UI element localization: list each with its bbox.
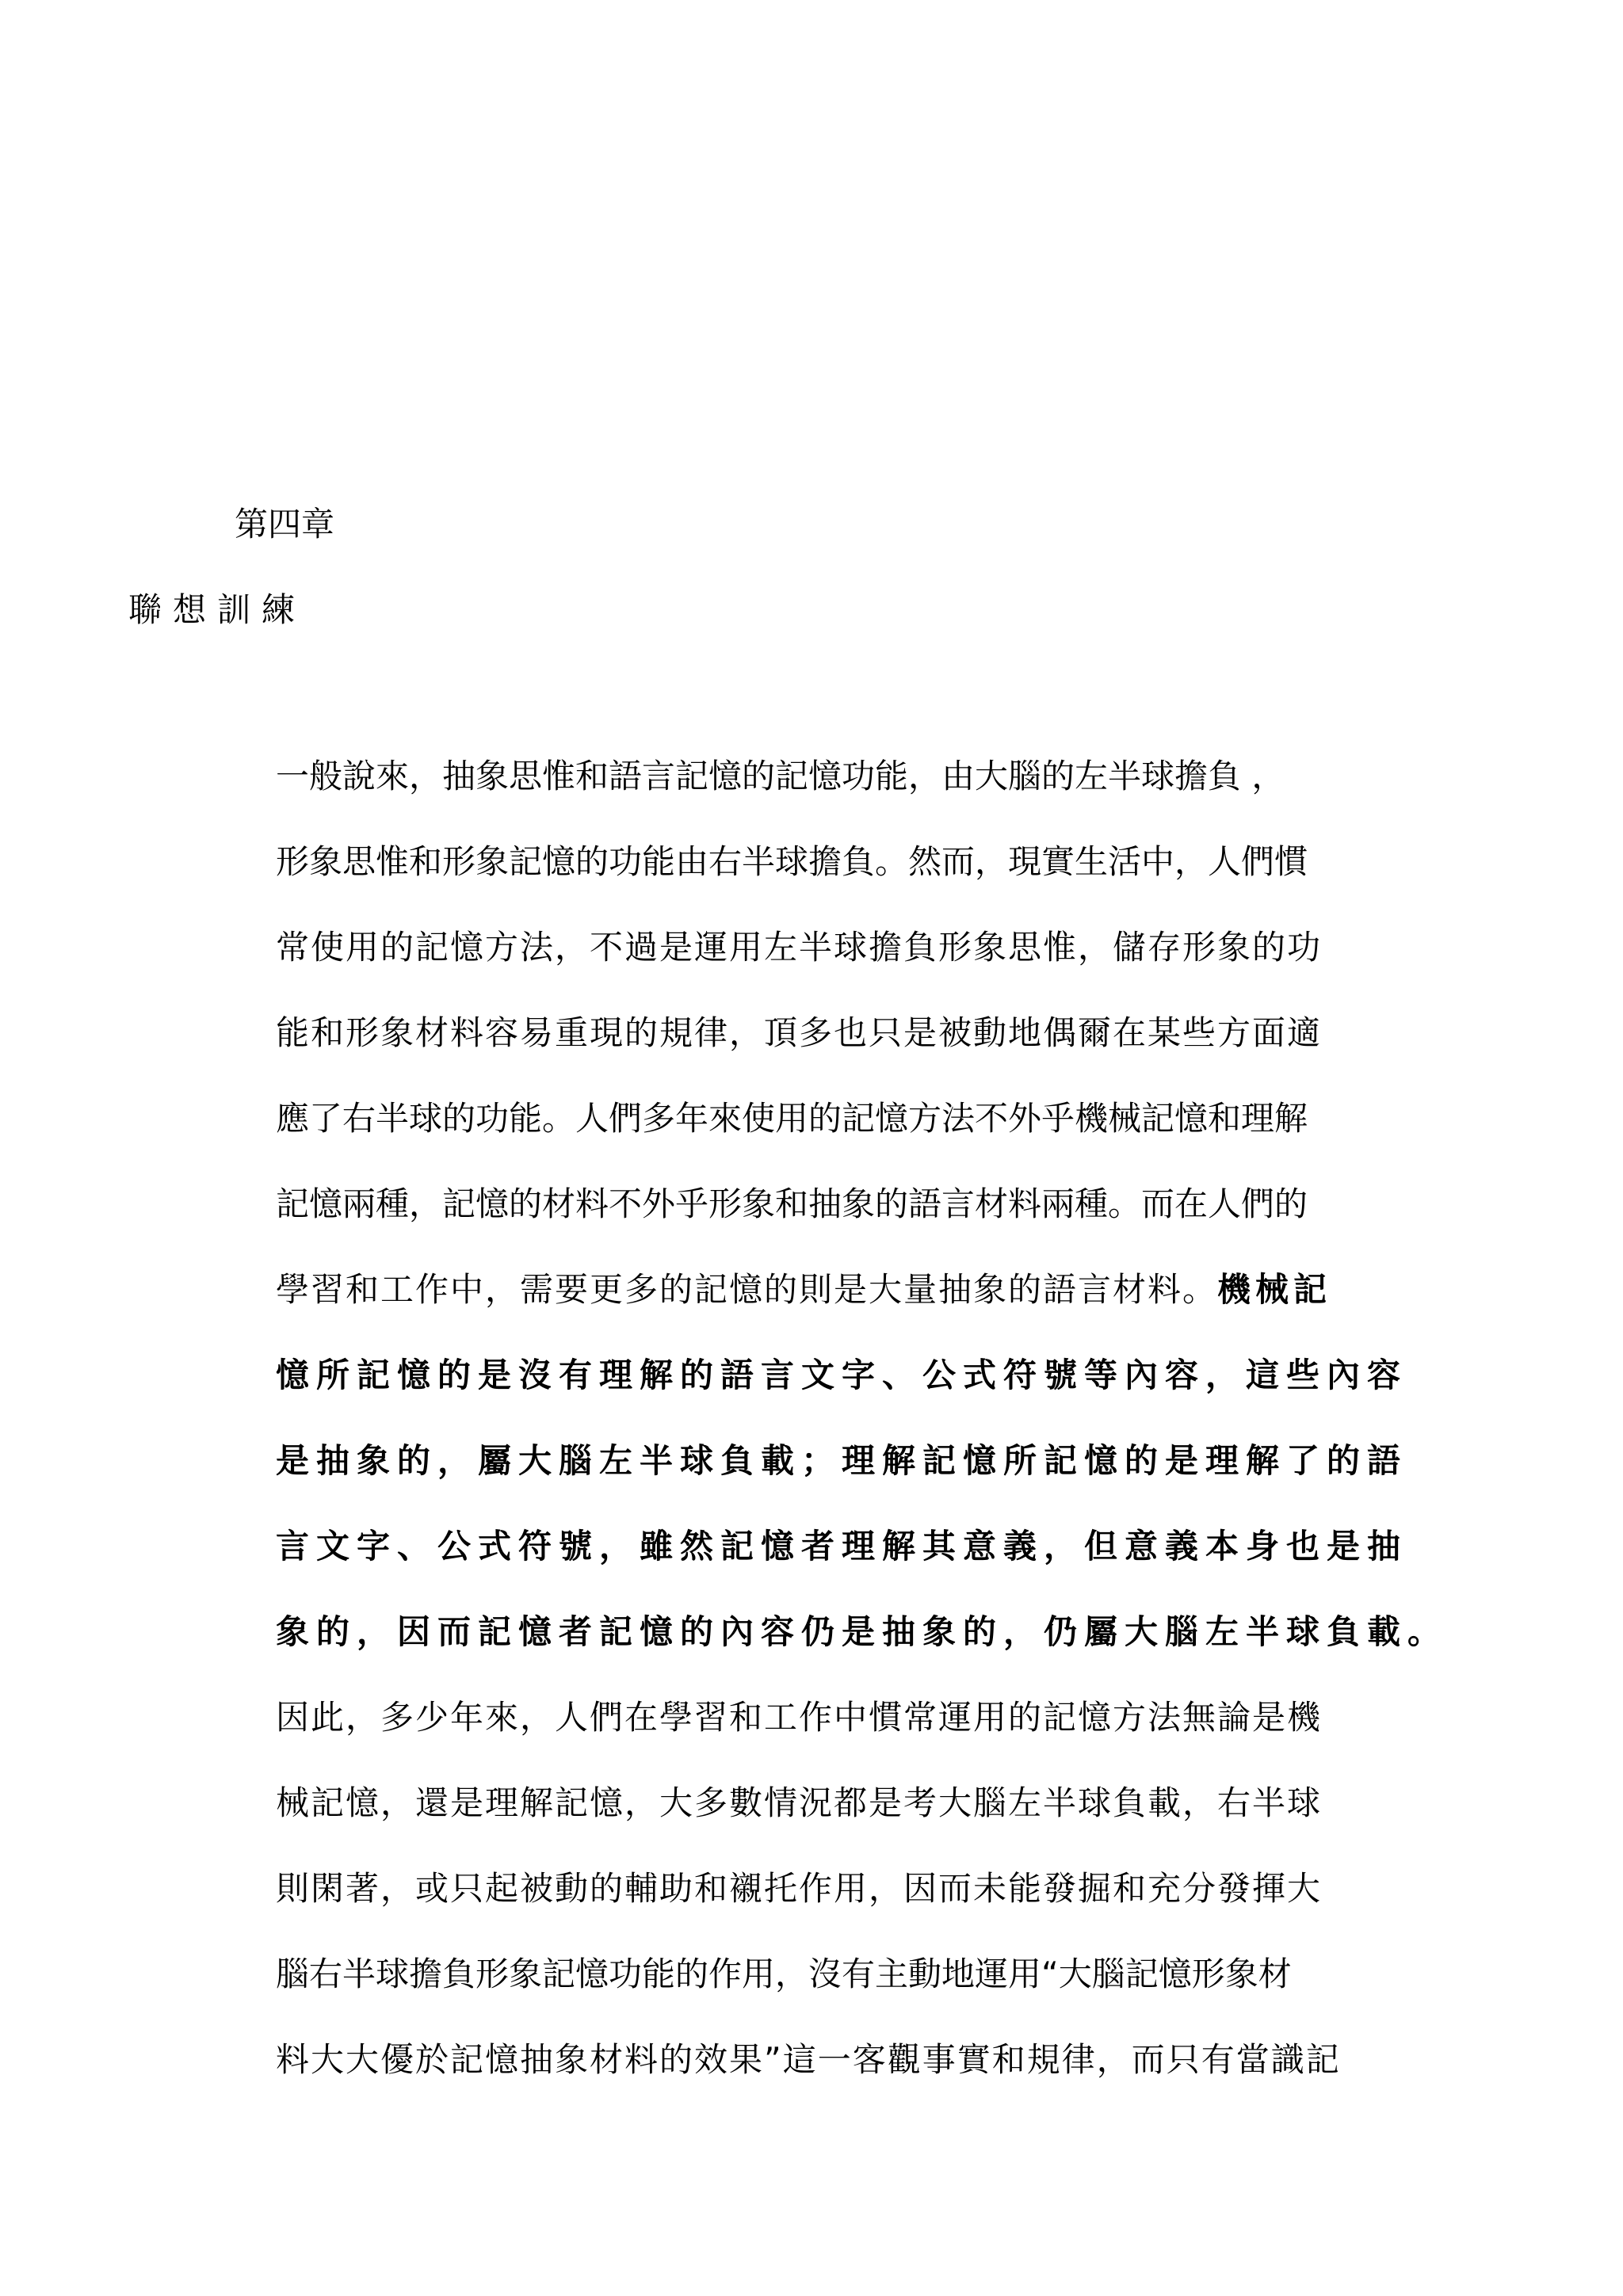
bold-text-line: 憶所記憶的是沒有理解的語言文字、公式符號等內容，這些內容: [276, 1356, 1408, 1394]
bold-text-line: 言文字、公式符號，雖然記憶者理解其意義，但意義本身也是抽: [276, 1527, 1408, 1566]
text-line: 一般說來，抽象思惟和語言記憶的記憶功能，由大腦的左半球擔負 ，: [276, 757, 1285, 795]
bold-text-line: 象的，因而記憶者記憶的內容仍是抽象的，仍屬大腦左半球負載。: [276, 1612, 1449, 1651]
text-line: 記憶兩種，記憶的材料不外乎形象和抽象的語言材料兩種。而在人們的: [276, 1184, 1308, 1223]
text-line: 因此，多少年來，人們在學習和工作中慣常運用的記憶方法無論是機: [276, 1698, 1323, 1737]
text-line: 形象思惟和形象記憶的功能由右半球擔負。然而，現實生活中，人們慣: [276, 842, 1308, 881]
text-line: 常使用的記憶方法，不過是運用左半球擔負形象思惟，儲存形象的功: [276, 928, 1323, 967]
text-segment: 學習和工作中，需要更多的記憶的則是大量抽象的語言材料。: [276, 1270, 1218, 1309]
bold-text-segment: 機械記: [1217, 1270, 1332, 1309]
text-line-mixed: [276, 1268, 1480, 1353]
text-line: 腦右半球擔負形象記憶功能的作用，沒有主動地運用“大腦記憶形象材: [276, 1955, 1292, 1993]
text-line: 械記憶，還是理解記憶，大多數情況都是考大腦左半球負載，右半球: [276, 1783, 1323, 1822]
body-text: [276, 754, 1480, 2123]
text-line: 料大大優於記憶抽象材料的效果”這一客觀事實和規律，而只有當識記: [276, 2040, 1341, 2079]
chapter-title: 聯想訓練: [128, 590, 307, 629]
text-line: 能和形象材料容易重現的規律，頂多也只是被動地偶爾在某些方面適: [276, 1013, 1323, 1052]
text-line: 則閑著，或只起被動的輔助和襯托作用，因而未能發掘和充分發揮大: [276, 1869, 1323, 1908]
bold-text-line: 是抽象的，屬大腦左半球負載；理解記憶所記憶的是理解了的語: [276, 1441, 1408, 1480]
text-line: 應了右半球的功能。人們多年來使用的記憶方法不外乎機械記憶和理解: [276, 1099, 1308, 1138]
chapter-number: 第四章: [235, 505, 335, 543]
